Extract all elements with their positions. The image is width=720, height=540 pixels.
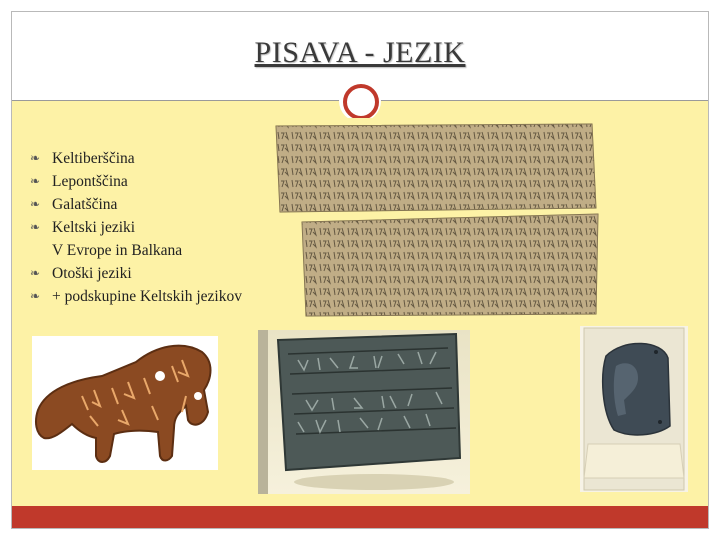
fleuron-icon: ❧	[30, 174, 41, 188]
bullet-item: ❧ Keltiberščina	[30, 147, 242, 170]
fleuron-icon: ❧	[30, 197, 41, 211]
fleuron-icon: ❧	[30, 151, 41, 165]
bullet-item: ❧ + podskupine Keltskih jezikov	[30, 285, 242, 308]
bronze-tablet-image	[258, 330, 470, 494]
fleuron-icon: ❧	[30, 266, 41, 280]
fleuron-icon: ❧	[30, 289, 41, 303]
fleuron-icon: ❧	[30, 220, 41, 234]
inscribed-slabs-image	[262, 118, 602, 320]
bullet-item: ❧ Keltski jeziki	[30, 216, 242, 239]
bullet-list	[30, 147, 242, 308]
bullet-item: ❧ Otoški jeziki	[30, 262, 242, 285]
animal-plaque-image	[32, 336, 218, 470]
display-case-image	[580, 326, 688, 492]
footer-bar	[12, 506, 708, 528]
bullet-item: ❧ Galatščina	[30, 193, 242, 216]
slide-title: PISAVA - JEZIK	[254, 36, 466, 69]
bullet-continuation: V Evrope in Balkana	[52, 242, 183, 259]
circle-ornament	[339, 80, 381, 122]
bullet-item: ❧ Lepontščina	[30, 170, 242, 193]
